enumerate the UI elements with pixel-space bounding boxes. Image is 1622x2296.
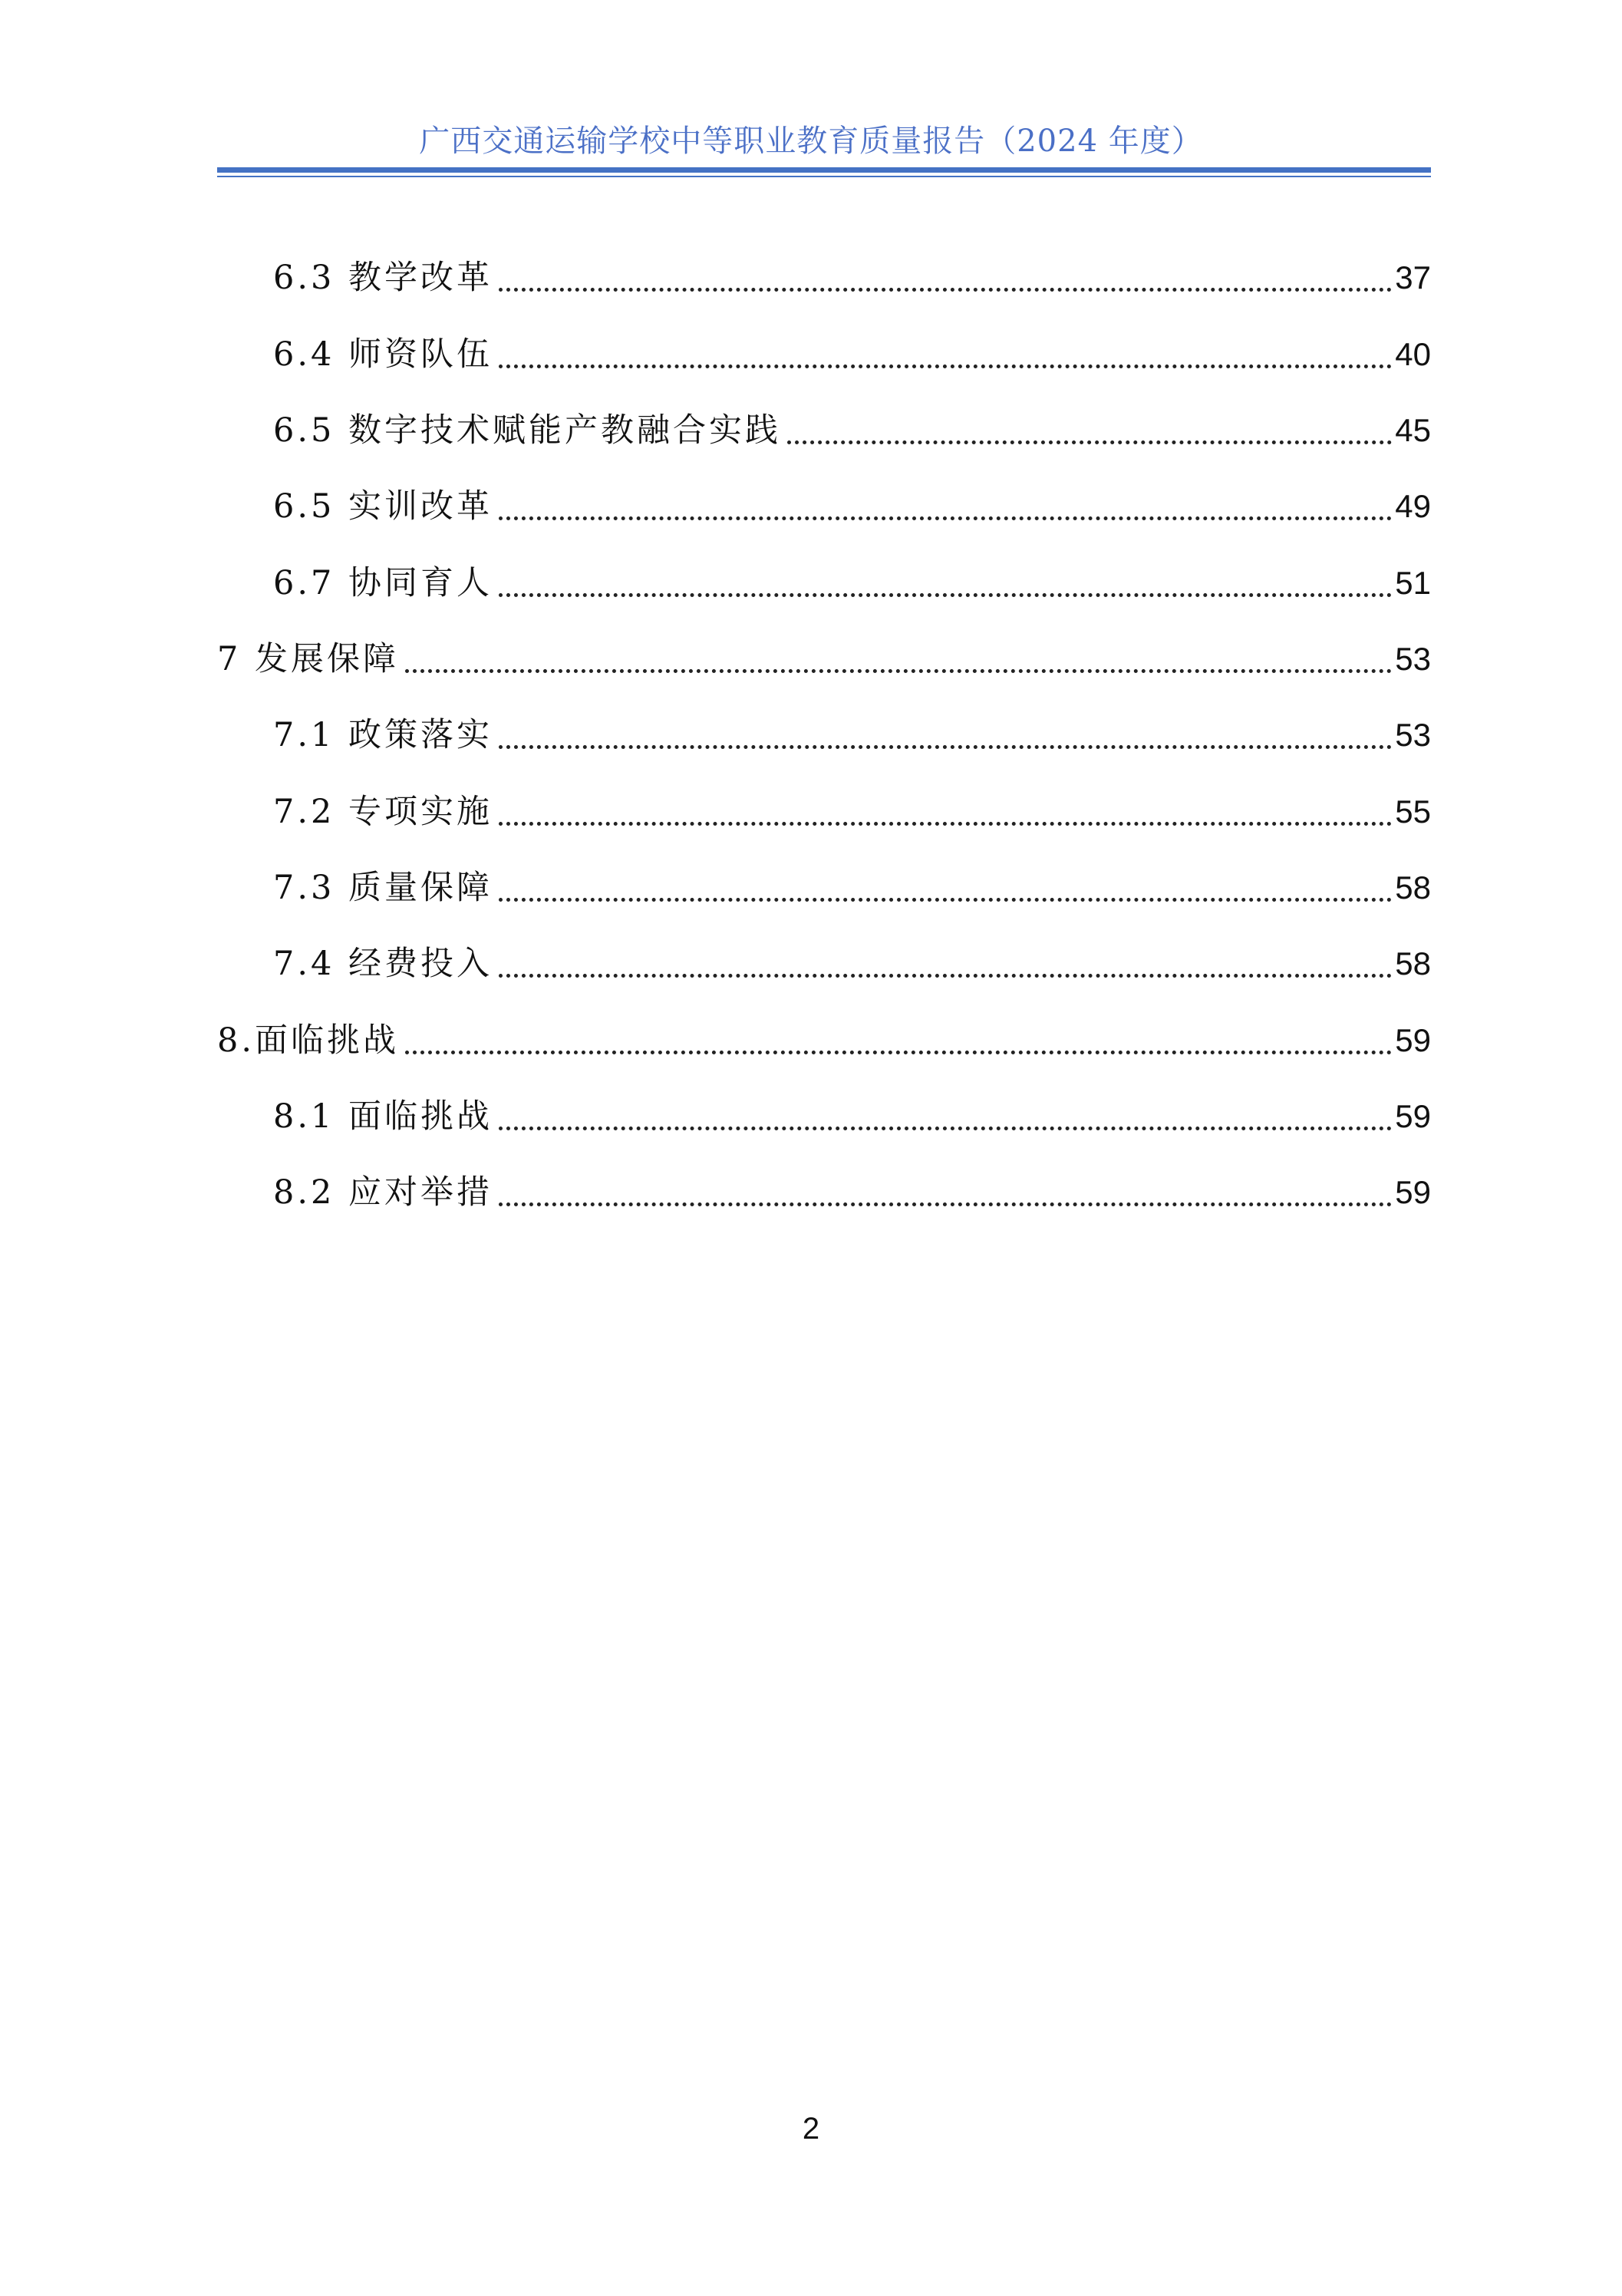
toc-entry[interactable] [273,559,1431,608]
toc-entry-page: 59 [1395,1098,1431,1134]
toc-entry-label: 7.2 专项实施 [273,793,493,831]
toc-entry[interactable] [273,863,1431,912]
toc-entry-page: 45 [1395,412,1431,448]
toc-entry-page: 37 [1395,259,1431,295]
toc-entry-page: 40 [1395,336,1431,372]
toc-entry-label: 8.1 面临挑战 [273,1097,493,1136]
toc-dot-leader [499,1127,1392,1130]
toc-entry-label: 6.3 教学改革 [273,259,493,297]
toc-entry[interactable] [273,330,1431,379]
toc-entry[interactable] [273,406,1431,455]
toc-dot-leader [499,822,1392,826]
toc-dot-leader [499,1202,1392,1206]
toc-dot-leader [787,440,1392,444]
toc-entry-label: 6.4 师资队伍 [273,335,493,374]
toc-entry-page: 59 [1395,1022,1431,1058]
toc-dot-leader [499,898,1392,902]
toc-entry-page: 49 [1395,488,1431,524]
toc-dot-leader [405,1051,1392,1054]
toc-entry-label: 7.3 质量保障 [273,869,493,907]
toc-entry-page: 55 [1395,793,1431,830]
toc-entry-label: 7.4 经费投入 [273,945,493,983]
toc-dot-leader [499,365,1392,368]
toc-entry-label: 7.1 政策落实 [273,716,493,754]
page-number: 2 [802,2112,820,2146]
toc-entry-label: 8.面临挑战 [217,1021,400,1060]
toc-dot-leader [499,974,1392,978]
toc-entry[interactable] [273,787,1431,836]
toc-entry-page: 53 [1395,717,1431,753]
toc-entry[interactable] [273,482,1431,531]
toc-dot-leader [499,593,1392,597]
toc-entry-label: 6.5 数字技术赋能产教融合实践 [273,411,782,450]
toc-entry-page: 58 [1395,869,1431,906]
toc-entry-page: 59 [1395,1174,1431,1210]
toc-entry[interactable] [273,1168,1431,1217]
toc-entry-label: 6.7 协同育人 [273,564,493,602]
toc-entry[interactable] [273,939,1431,988]
toc-entry-label: 7 发展保障 [217,640,400,678]
toc-entry-label: 8.2 应对举措 [273,1173,493,1212]
toc-dot-leader [499,745,1392,749]
toc-entry-page: 58 [1395,945,1431,981]
toc-dot-leader [499,516,1392,520]
toc-entry[interactable] [217,1016,1431,1065]
toc-entry-label: 6.5 实训改革 [273,487,493,526]
toc-dot-leader [499,288,1392,292]
toc-entry[interactable] [217,635,1431,684]
running-header-title: 广西交通运输学校中等职业教育质量报告（2024 年度） [419,124,1203,159]
toc-entry[interactable] [273,711,1431,760]
toc-entry[interactable] [273,253,1431,302]
toc-dot-leader [405,669,1392,673]
toc-entry[interactable] [273,1092,1431,1141]
toc-entry-page: 51 [1395,565,1431,601]
toc-entry-page: 53 [1395,641,1431,677]
